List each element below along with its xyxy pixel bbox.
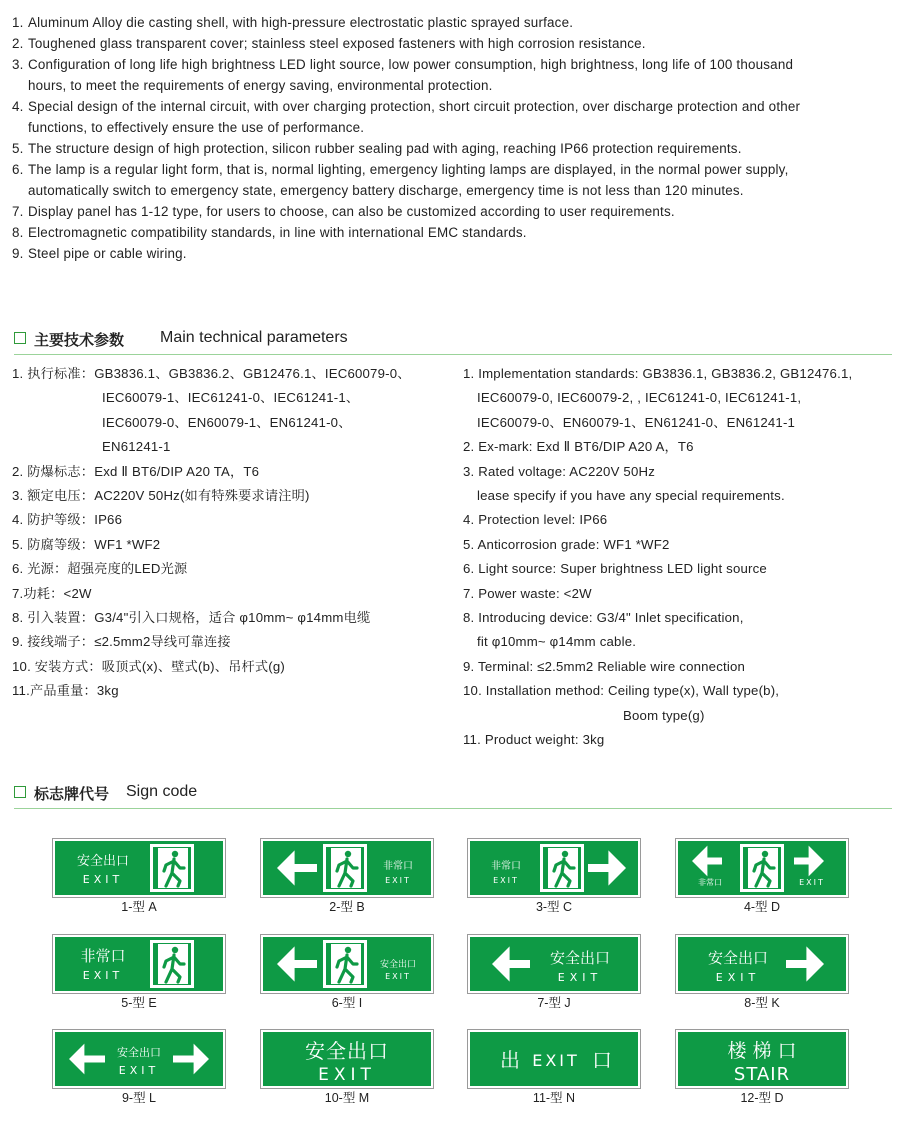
sign-graphic (55, 1032, 223, 1086)
running-man-door-icon (150, 844, 194, 892)
sign-caption: 5-型 E (121, 996, 157, 1010)
sign-green-panel (263, 1032, 431, 1086)
param-line: 5. 防腐等级：WF1 *WF2 (12, 536, 161, 552)
sign-caption: 1-型 A (121, 900, 157, 914)
param-line: IEC60079-1、IEC61241-0、IEC61241-1、 (102, 390, 360, 406)
section-header-signs: 标志牌代号 Sign code (14, 782, 892, 809)
param-line: 10. 安装方式：吸顶式(x)、壁式(b)、吊杆式(g) (12, 658, 286, 674)
sign-text-zh: 楼 梯 口 (727, 1040, 797, 1062)
param-line: 6. Light source: Super brightness LED light source (463, 561, 767, 577)
feature-item: 4. Special design of the internal circuit, with over charging protection, short circuit protection, over discharge protection and other functions, to effectively ensure the use of performance. (12, 99, 801, 135)
sign-text-zh: 非常口 (491, 861, 521, 872)
sign-graphic (263, 937, 431, 991)
exit-sign-plate (467, 934, 641, 994)
sign-text-zh: 安全出口 (379, 960, 417, 970)
sign-card (467, 934, 643, 1014)
sign-green-panel (263, 841, 431, 895)
sign-caption: 9-型 L (121, 1091, 157, 1105)
sign-green-panel (470, 841, 638, 895)
param-line: IEC60079-0, IEC60079-2, , IEC61241-0, IEC61241-1, (477, 390, 802, 406)
sign-text-en: EXIT (493, 876, 519, 885)
sign-text-en: STAIR (733, 1064, 791, 1085)
sign-text-zh: 口 (592, 1048, 612, 1072)
param-line: 11.产品重量：3kg (12, 683, 119, 699)
sign-green-panel (678, 841, 846, 895)
sign-graphic (678, 937, 846, 991)
exit-sign-plate (675, 934, 849, 994)
running-man-door-icon (540, 844, 584, 892)
param-line: 5. Anticorrosion grade: WF1 *WF2 (463, 536, 670, 552)
param-line: 8. 引入装置：G3/4"引入口规格，适合 φ10mm~ φ14mm电缆 (12, 610, 371, 626)
exit-sign-plate (260, 934, 434, 994)
sign-caption: 4-型 D (743, 900, 781, 914)
feature-item: 5. The structure design of high protection, silicon rubber sealing pad with aging, reaching IP66 protection requirements. (12, 141, 742, 156)
sign-caption: 10-型 M (324, 1091, 370, 1105)
feature-list (12, 12, 892, 264)
sign-text-zh: 非常口 (80, 947, 126, 965)
sign-graphic (678, 1032, 846, 1086)
sign-text-zh: 安全出口 (117, 1046, 161, 1059)
feature-item: 8. Electromagnetic compatibility standards, in line with international EMC standards. (12, 225, 527, 240)
arrow-left-icon (692, 846, 722, 877)
param-line: 10. Installation method: Ceiling type(x), Wall type(b), (463, 683, 780, 699)
feature-item: 2. Toughened glass transparent cover; stainless steel exposed fasteners with high corrosion resistance. (12, 36, 646, 51)
sign-green-panel (55, 937, 223, 991)
arrow-right-icon (588, 850, 626, 885)
sign-text-zh: 安全出口 (707, 949, 769, 967)
sign-card (52, 1029, 228, 1109)
exit-sign-plate (675, 1029, 849, 1089)
param-line: 1. 执行标准：GB3836.1、GB3836.2、GB12476.1、IEC60079-0、 (12, 366, 411, 381)
feature-item: 9. Steel pipe or cable wiring. (12, 246, 187, 261)
exit-sign-plate (467, 838, 641, 898)
sign-card (52, 838, 228, 918)
param-line: 6. 光源：超强亮度的LED光源 (12, 561, 188, 577)
params-en-column (463, 362, 852, 753)
sign-green-panel (263, 937, 431, 991)
arrow-right-icon (786, 946, 824, 981)
param-line: 3. 额定电压：AC220V 50Hz(如有特殊要求请注明) (12, 488, 310, 504)
sign-card (260, 934, 436, 1014)
sign-text-zh: 安全出口 (305, 1039, 389, 1063)
sign-green-panel (678, 1032, 846, 1086)
param-line: fit φ10mm~ φ14mm cable. (477, 634, 637, 650)
feature-item: 1. Aluminum Alloy die casting shell, with high-pressure electrostatic plastic sprayed surface. (12, 15, 574, 30)
param-line: 9. Terminal: ≤2.5mm2 Reliable wire connection (463, 658, 746, 674)
sign-caption: 2-型 B (329, 900, 365, 914)
exit-sign-plate (260, 838, 434, 898)
section-header-params: 主要技术参数 Main technical parameters (14, 328, 892, 355)
sign-graphic (470, 1032, 638, 1086)
sign-green-panel (55, 1032, 223, 1086)
sign-text-zh: 非常口 (698, 878, 722, 887)
sign-card (52, 934, 228, 1014)
sign-caption: 7-型 J (537, 996, 571, 1010)
param-line: 4. 防护等级：IP66 (12, 512, 123, 528)
param-line: 8. Introducing device: G3/4" Inlet specification, (463, 610, 744, 626)
exit-sign-plate (260, 1029, 434, 1089)
arrow-left-icon (277, 946, 317, 981)
sign-text-zh: 安全出口 (76, 854, 130, 869)
feature-item: 3. Configuration of long life high brightness LED light source, low power consumption, high brightness, long life of 100 thousand hours, to meet the requirements of energy saving, environmental protection. (12, 57, 794, 93)
sign-graphic (55, 841, 223, 895)
arrow-left-icon (492, 946, 530, 981)
param-line: Boom type(g) (623, 707, 705, 723)
running-man-door-icon (740, 844, 784, 892)
exit-sign-plate (52, 838, 226, 898)
sign-card (260, 1029, 436, 1109)
param-line: 11. Product weight: 3kg (463, 732, 605, 748)
running-man-door-icon (150, 940, 194, 988)
arrow-right-icon (173, 1044, 209, 1075)
sign-green-panel (470, 937, 638, 991)
sign-text-zh: 安全出口 (549, 949, 611, 967)
sign-graphic (470, 841, 638, 895)
sign-card (467, 838, 643, 918)
sign-card (260, 838, 436, 918)
sign-graphic (470, 937, 638, 991)
param-line: 4. Protection level: IP66 (463, 512, 608, 528)
sign-card (675, 934, 851, 1014)
sign-card (675, 838, 851, 918)
param-line: IEC60079-0、EN60079-1、EN61241-0、 (102, 414, 352, 430)
exit-sign-plate (675, 838, 849, 898)
sign-text-en: EXIT (799, 878, 825, 887)
sign-card (675, 1029, 851, 1109)
sign-text-en: EXIT (318, 1065, 376, 1085)
param-line: IEC60079-0、EN60079-1、EN61241-0、EN61241-1 (477, 414, 796, 430)
param-line: 7. Power waste: <2W (463, 585, 592, 601)
running-man-door-icon (323, 844, 367, 892)
sign-green-panel (55, 841, 223, 895)
param-line: EN61241-1 (102, 439, 171, 455)
checkbox-square-icon (14, 332, 26, 344)
param-line: 2. 防爆标志：Exd Ⅱ BT6/DIP A20 TA，T6 (12, 463, 260, 479)
sign-green-panel (470, 1032, 638, 1086)
param-line: lease specify if you have any special requirements. (477, 488, 785, 504)
sign-text-en: EXIT (385, 972, 411, 981)
params-zh-column (12, 362, 411, 704)
exit-sign-plate (52, 934, 226, 994)
sign-text-en: EXIT (82, 969, 124, 982)
param-line: 1. Implementation standards: GB3836.1, GB3836.2, GB12476.1, (463, 366, 853, 381)
running-man-door-icon (323, 940, 367, 988)
sign-green-panel (678, 937, 846, 991)
param-line: 7.功耗：<2W (12, 585, 92, 601)
sign-graphic (263, 841, 431, 895)
sign-text-en: EXIT (715, 971, 761, 984)
sign-text-en: EXIT (118, 1064, 160, 1077)
sign-text-en: EXIT (557, 971, 603, 984)
exit-sign-plate (467, 1029, 641, 1089)
checkbox-square-icon (14, 786, 26, 798)
param-line: 9. 接线端子：≤2.5mm2导线可靠连接 (12, 634, 231, 650)
sign-text-en: EXIT (532, 1051, 580, 1070)
sign-caption: 11-型 N (532, 1091, 576, 1105)
sign-graphic (263, 1032, 431, 1086)
param-line: 3. Rated voltage: AC220V 50Hz (463, 463, 656, 479)
sign-text-en: EXIT (385, 876, 411, 885)
sign-card (467, 1029, 643, 1109)
sign-text-zh: 出 (500, 1048, 520, 1072)
sign-graphic (678, 841, 846, 895)
feature-item: 6. The lamp is a regular light form, that is, normal lighting, emergency lighting lamps are displayed, in the normal power supply, automatically switch to emergency state, emergency battery discharge, emergency time is not less than 120 minutes. (12, 162, 789, 198)
sign-caption: 3-型 C (535, 900, 573, 914)
sign-caption: 8-型 K (744, 996, 780, 1010)
sign-graphic (55, 937, 223, 991)
feature-item: 7. Display panel has 1-12 type, for users to choose, can also be customized according to user requirements. (12, 204, 675, 219)
arrow-left-icon (69, 1044, 105, 1075)
sign-caption: 12-型 D (740, 1091, 784, 1105)
exit-sign-plate (52, 1029, 226, 1089)
sign-text-en: EXIT (82, 873, 124, 886)
param-line: 2. Ex-mark: Exd Ⅱ BT6/DIP A20 A，T6 (463, 439, 694, 455)
arrow-right-icon (794, 846, 824, 877)
arrow-left-icon (277, 850, 317, 885)
sign-text-zh: 非常口 (383, 861, 413, 872)
sign-caption: 6-型 I (331, 996, 363, 1010)
